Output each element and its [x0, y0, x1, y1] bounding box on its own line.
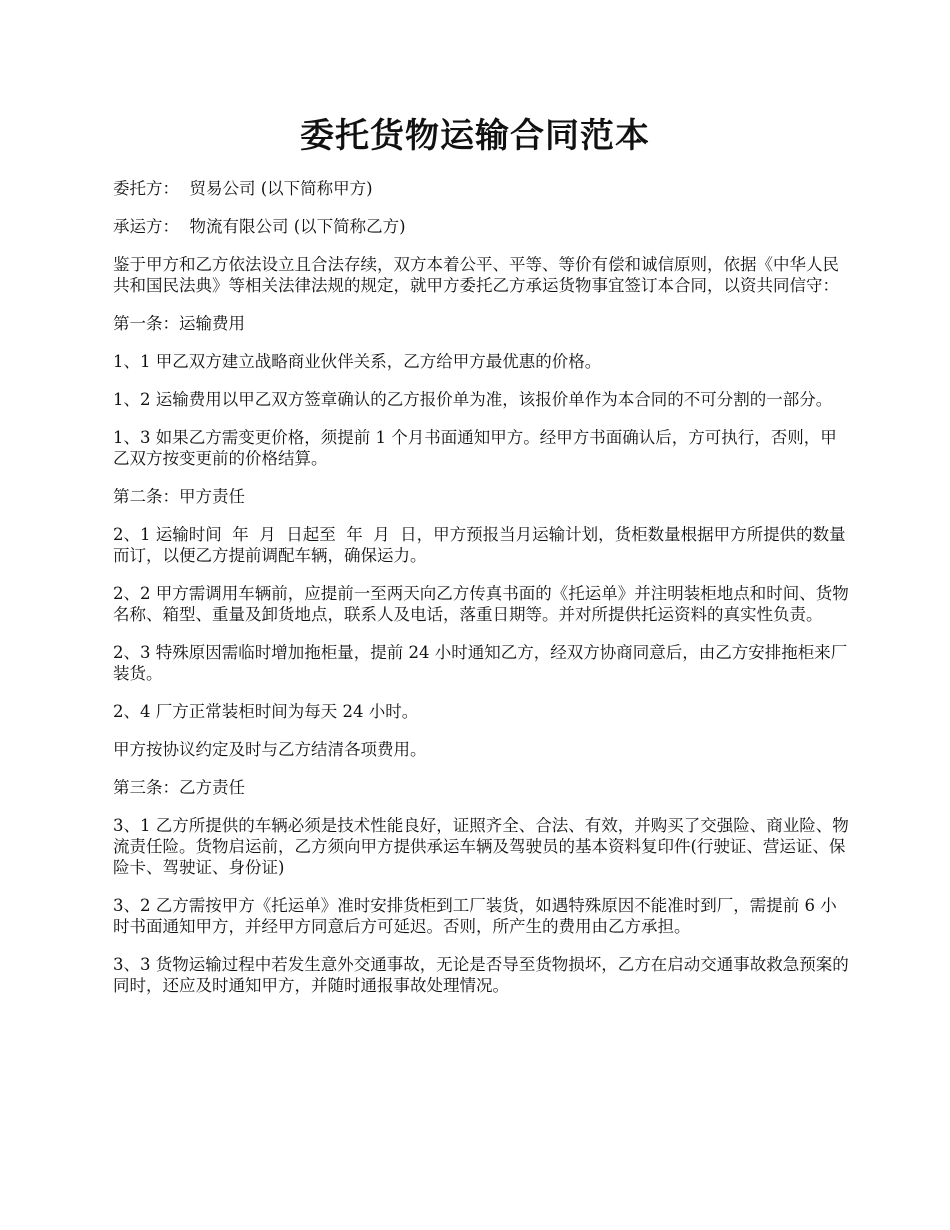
- clause-2-4: 2、4 厂方正常装柜时间为每天 24 小时。: [113, 702, 419, 721]
- clause-3-2: 3、2 乙方需按甲方《托运单》准时安排货柜到工厂装货，如遇特殊原因不能准时到厂，需提前 6 小时书面通知甲方，并经甲方同意后方可延迟。否则，所产生的费用由乙方承担。: [113, 896, 837, 936]
- clause-1-3: 1、3 如果乙方需变更价格，须提前 1 个月书面通知甲方。经甲方书面确认后，方可执行，否则，甲乙双方按变更前的价格结算。: [113, 428, 837, 468]
- document-title: 委托货物运输合同范本: [300, 116, 650, 156]
- clause-1-1: 1、1 甲乙双方建立战略商业伙伴关系，乙方给甲方最优惠的价格。: [113, 352, 602, 371]
- clause-3-1: 3、1 乙方所提供的车辆必须是技术性能良好，证照齐全、合法、有效，并购买了交强险、商业险、物流责任险。货物启运前，乙方须向甲方提供承运车辆及驾驶员的基本资料复印件(行驶证、营运证、保险卡、驾驶证、身份证): [113, 816, 849, 877]
- document-body: [113, 178, 851, 1013]
- clause-2-3: 2、3 特殊原因需临时增加拖柜量，提前 24 小时通知乙方，经双方协商同意后，由乙方安排拖柜来厂装货。: [113, 643, 848, 683]
- preamble-paragraph: 鉴于甲方和乙方依法设立且合法存续，双方本着公平、平等、等价有偿和诚信原则，依据《中华人民共和国民法典》等相关法律法规的规定，就甲方委托乙方承运货物事宜签订本合同，以资共同信守：: [113, 255, 839, 295]
- section-heading-3: 第三条：乙方责任: [113, 778, 245, 797]
- party-b-line: 承运方： 物流有限公司 (以下简称乙方): [113, 217, 406, 236]
- clause-1-2: 1、2 运输费用以甲乙双方签章确认的乙方报价单为准，该报价单作为本合同的不可分割的一部分。: [113, 390, 833, 409]
- party-a-line: 委托方： 贸易公司 (以下简称甲方): [113, 179, 373, 198]
- clause-2-2: 2、2 甲方需调用车辆前，应提前一至两天向乙方传真书面的《托运单》并注明装柜地点和时间、货物名称、箱型、重量及卸货地点，联系人及电话，落重日期等。并对所提供托运资料的真实性负责。: [113, 584, 849, 624]
- clause-2-1: 2、1 运输时间 年 月 日起至 年 月 日，甲方预报当月运输计划，货柜数量根据甲方所提供的数量而订，以便乙方提前调配车辆，确保运力。: [113, 525, 846, 565]
- section-heading-2: 第二条：甲方责任: [113, 487, 245, 506]
- clause-2-settlement: 甲方按协议约定及时与乙方结清各项费用。: [113, 740, 427, 759]
- clause-3-3: 3、3 货物运输过程中若发生意外交通事故，无论是否导至货物损坏，乙方在启动交通事故救急预案的同时，还应及时通知甲方，并随时通报事故处理情况。: [113, 955, 849, 995]
- section-heading-1: 第一条：运输费用: [113, 314, 245, 333]
